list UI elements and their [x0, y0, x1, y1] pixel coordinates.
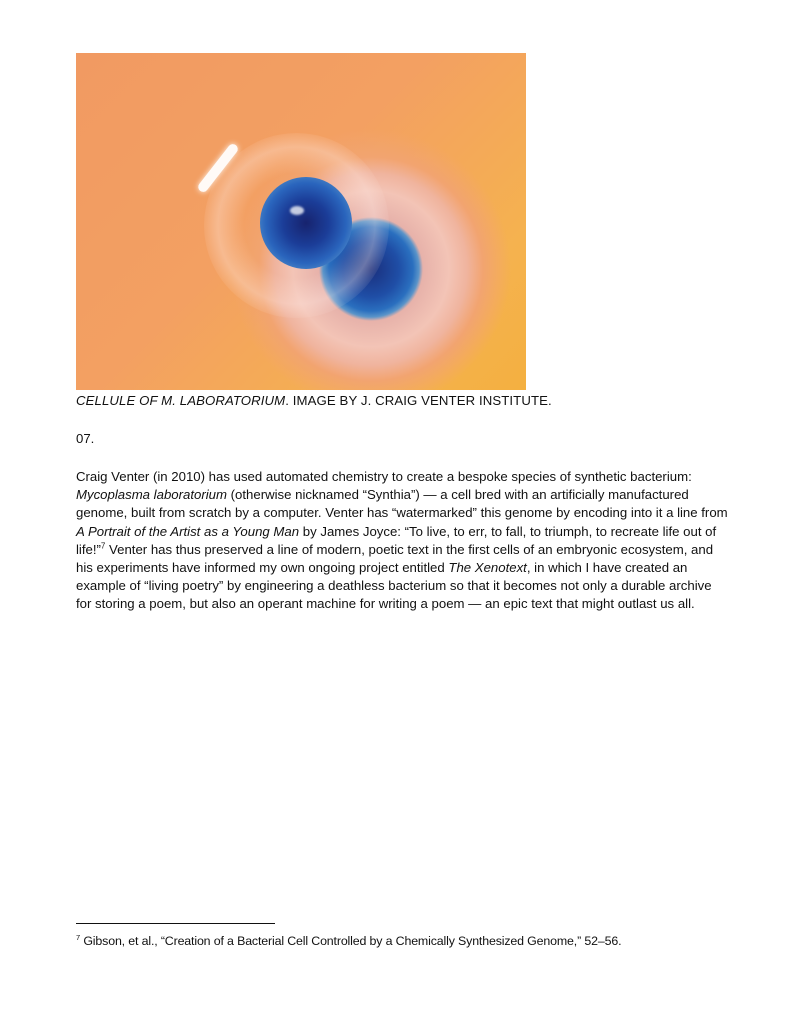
paragraph-part-1: Craig Venter (in 2010) has used automated chemistry to create a bespoke species of synthetic bacterium: — [76, 469, 692, 484]
paragraph-part-5: , in which I have created an example of “living poetry” by engineering a deathless bacterium so that it becomes not only a durable archive for storing a poem, but also an operant machine for writing a poem — an epic text that might outlast us all. — [76, 560, 712, 612]
footnote — [76, 933, 736, 949]
footnote-text: Gibson, et al., “Creation of a Bacterial Cell Controlled by a Chemically Synthesized Genome,” 52–56. — [80, 934, 622, 948]
footnote-reference[interactable]: 7 — [100, 541, 106, 551]
figure-image — [76, 53, 526, 390]
footnote-divider — [76, 923, 275, 924]
bacterial-colony — [260, 177, 352, 269]
paragraph-part-2: (otherwise nicknamed “Synthia”) — a cell bred with an artificially manufactured genome, built from scratch by a computer. Venter has “watermarked” this genome by encoding into it a line from — [76, 487, 728, 521]
section-number: 07. — [76, 431, 95, 446]
caption-text: . IMAGE BY J. CRAIG VENTER INSTITUTE. — [285, 393, 552, 408]
project-title: The Xenotext — [448, 560, 527, 576]
footnote-marker: 7 — [76, 932, 81, 942]
caption-italic: CELLULE OF M. LABORATORIUM — [76, 393, 286, 408]
body-paragraph — [76, 468, 728, 614]
colony-highlight — [290, 206, 304, 215]
paragraph-part-3: by James Joyce: “To live, to err, to fall, to triumph, to recreate life out of life!” — [76, 523, 717, 557]
species-name: Mycoplasma laboratorium — [76, 487, 227, 503]
paragraph-part-4: Venter has thus preserved a line of modern, poetic text in the first cells of an embryonic ecosystem, and his experiments have informed my own ongoing project entitled — [76, 541, 714, 576]
figure-caption — [76, 393, 726, 409]
book-title: A Portrait of the Artist as a Young Man — [76, 523, 300, 539]
